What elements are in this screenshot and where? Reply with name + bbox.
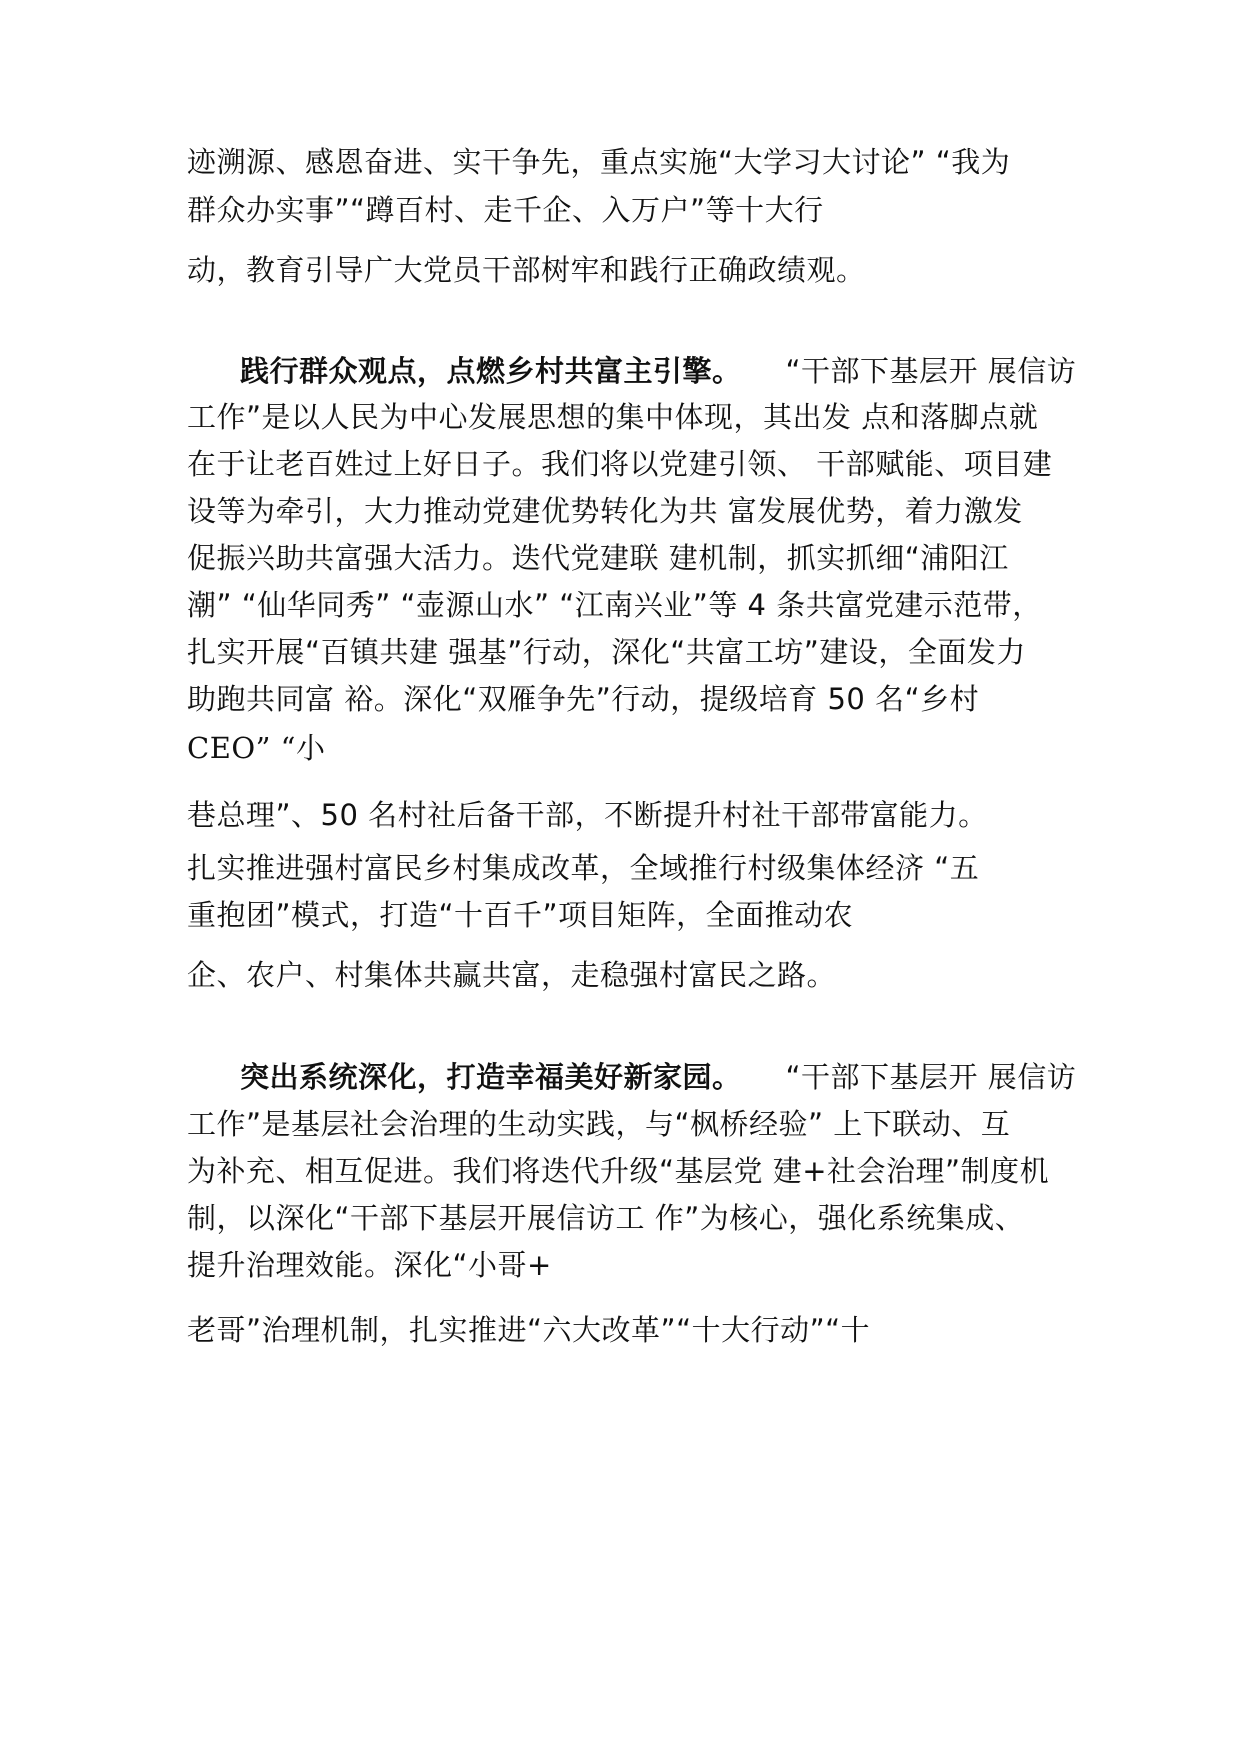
text-line: 为补充、相互促进。我们将迭代升级“基层党 建+社会治理”制度机 [187, 1154, 1050, 1188]
text-line: 迹溯源、感恩奋进、实干争先，重点实施“大学习大讨论” “我为 [187, 145, 1011, 179]
text-line: 企、农户、村集体共赢共富，走稳强村富民之路。 [187, 958, 837, 992]
paragraph-heading: 践行群众观点，点燃乡村共富主引擎。 [240, 354, 742, 388]
paragraph-heading: 突出系统深化，打造幸福美好新家园。 [240, 1060, 742, 1094]
text-line: 工作”是以人民为中心发展思想的集中体现，其出发 点和落脚点就 [187, 400, 1039, 434]
text-line: 动，教育引导广大党员干部树牢和践行正确政绩观。 [187, 253, 866, 287]
text-line: 老哥”治理机制，扎实推进“六大改革”“十大行动”“十 [187, 1313, 871, 1347]
text-line: CEO” “小 [187, 731, 326, 765]
text-line: 潮” “仙华同秀” “壶源山水” “江南兴业”等 4 条共富党建示范带， [187, 588, 1042, 622]
text-line: 工作”是基层社会治理的生动实践，与“枫桥经验” 上下联动、互 [187, 1107, 1011, 1141]
text-line: 群众办实事”“蹲百村、走千企、入万户”等十大行 [187, 193, 824, 227]
text-line: 设等为牵引，大力推动党建优势转化为共 富发展优势，着力激发 [187, 494, 1023, 528]
text-span: “干部下基层开 展信访 [785, 354, 1077, 388]
text-line: 助跑共同富 裕。深化“双雁争先”行动，提级培育 50 名“乡村 [187, 682, 980, 716]
text-span: “干部下基层开 展信访 [785, 1060, 1077, 1094]
text-line: 扎实推进强村富民乡村集成改革，全域推行村级集体经济 “五 [187, 851, 980, 885]
text-line: 制，以深化“干部下基层开展信访工 作”为核心，强化系统集成、 [187, 1201, 1025, 1235]
text-line: 扎实开展“百镇共建 强基”行动，深化“共富工坊”建设，全面发力 [187, 635, 1026, 669]
text-line: 巷总理”、50 名村社后备干部，不断提升村社干部带富能力。 [187, 798, 988, 832]
text-line: 促振兴助共富强大活力。迭代党建联 建机制，抓实抓细“浦阳江 [187, 541, 1009, 575]
text-line: 提升治理效能。深化“小哥+ [187, 1248, 552, 1282]
text-line: 重抱团”模式，打造“十百千”项目矩阵，全面推动农 [187, 898, 854, 932]
paragraph-first-line [240, 351, 1076, 391]
paragraph-first-line [240, 1057, 1076, 1097]
text-line: 在于让老百姓过上好日子。我们将以党建引领、 干部赋能、项目建 [187, 447, 1053, 481]
